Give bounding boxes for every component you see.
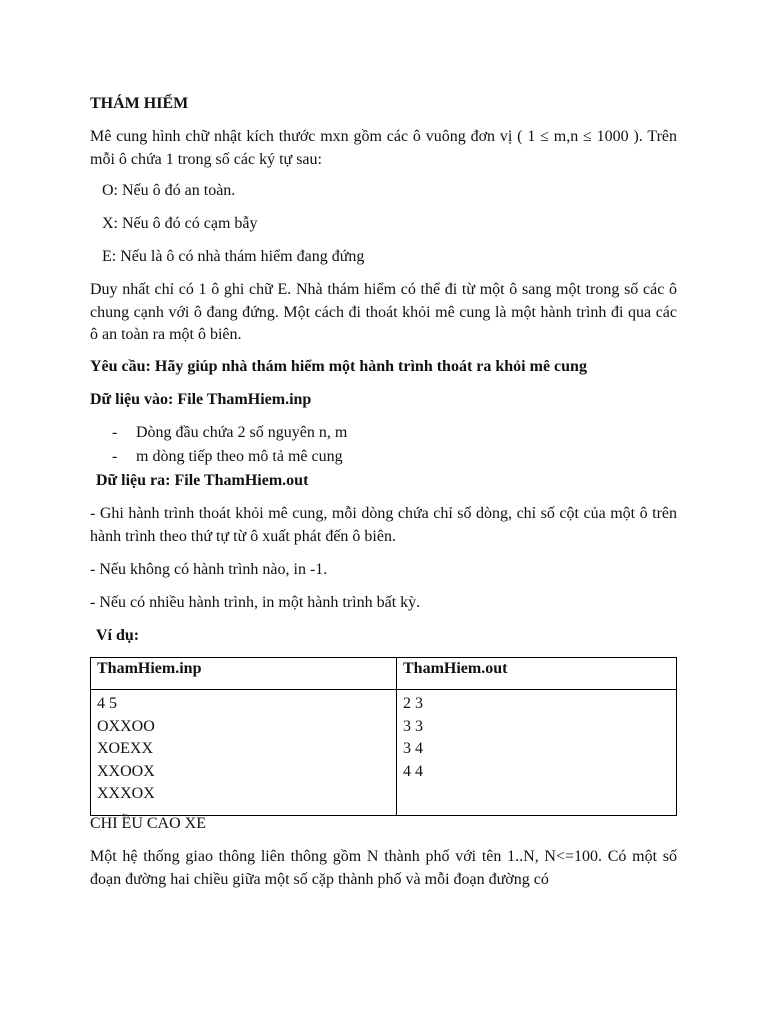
dash-bullet: - (112, 448, 118, 465)
input-file-line: XXOOX (97, 762, 155, 780)
section-paragraph: Một hệ thống giao thông liên thông gồm N thành phố với tên 1..N, N<=100. Có một số đoạn đường hai chiều giữa một số cặp thành phố và mỗi đoạn đường có (90, 848, 677, 888)
input-file-line: 4 5 (97, 695, 117, 712)
output-file-line: 3 3 (403, 717, 423, 735)
input-item-text: Dòng đầu chứa 2 số nguyên n, m (136, 424, 348, 441)
intro-paragraph: Mê cung hình chữ nhật kích thước mxn gồm các ô vuông đơn vị ( 1 ≤ m,n ≤ 1000 ). Trên mỗi ô chứa 1 trong số các ký tự sau: (90, 128, 677, 168)
output-line: - Nếu không có hành trình nào, in -1. (90, 561, 328, 578)
output-file-line: 4 4 (403, 762, 423, 780)
example-header-row (91, 658, 677, 690)
section-title: CHI ỀU CAO XE (90, 815, 206, 832)
input-file-line: OXXOO (97, 717, 155, 735)
output-line: - Ghi hành trình thoát khỏi mê cung, mỗi dòng chứa chỉ số dòng, chỉ số cột của một ô trên hành trình theo thứ tự từ ô xuất phát đến ô biên. (90, 505, 677, 545)
output-line: - Nếu có nhiều hành trình, in một hành trình bất kỳ. (90, 594, 421, 611)
dash-bullet: - (112, 424, 118, 441)
page-title: THÁM HIỂM (90, 95, 189, 112)
output-file-cell (397, 690, 677, 816)
input-file-header: ThamHiem.inp (91, 658, 397, 690)
symbol-line-x: X: Nếu ô đó có cạm bẫy (102, 215, 258, 232)
input-item-text: m dòng tiếp theo mô tả mê cung (136, 448, 343, 465)
input-file-line: XOEXX (97, 740, 153, 757)
output-file-header: ThamHiem.out (397, 658, 677, 690)
example-data-row (91, 690, 677, 816)
output-heading: Dữ liệu ra: File ThamHiem.out (96, 472, 309, 489)
rules-paragraph: Duy nhất chỉ có 1 ô ghi chữ E. Nhà thám hiểm có thể đi từ một ô sang một trong số các ô chung cạnh với ô đang đứng. Một cách đi thoát khỏi mê cung là một hành trình đi qua các ô an toàn ra một ô biên. (90, 281, 677, 343)
input-file-line: XXXOX (97, 785, 155, 802)
requirement-heading: Yêu cầu: Hãy giúp nhà thám hiểm một hành trình thoát ra khỏi mê cung (90, 358, 587, 375)
example-table (90, 657, 677, 816)
output-file-line: 2 3 (403, 695, 423, 712)
input-file-cell (91, 690, 397, 816)
input-heading: Dữ liệu vào: File ThamHiem.inp (90, 391, 312, 408)
example-label: Ví dụ: (96, 627, 140, 644)
symbol-line-o: O: Nếu ô đó an toàn. (102, 182, 236, 199)
symbol-line-e: E: Nếu là ô có nhà thám hiểm đang đứng (102, 248, 365, 265)
output-file-line: 3 4 (403, 740, 423, 757)
